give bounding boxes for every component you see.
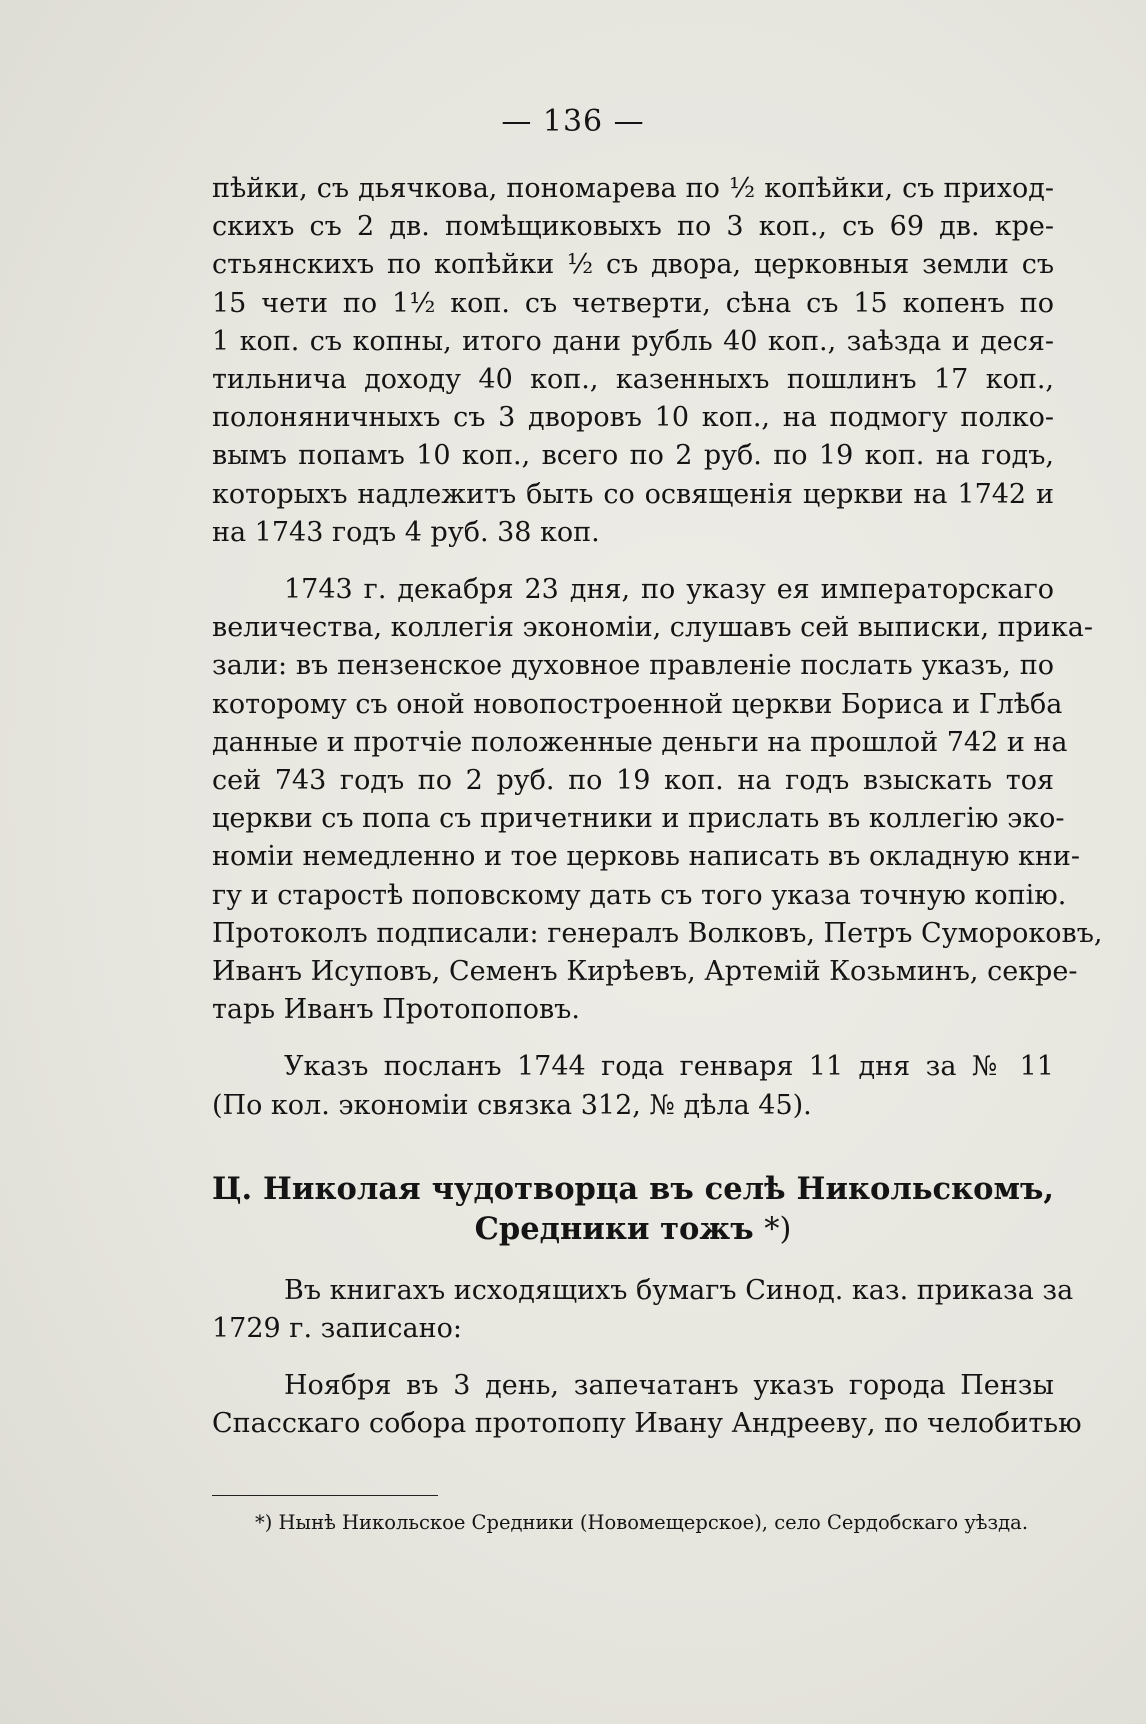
text-line: 1 коп. съ копны, итого дани рубль 40 коп., заѣзда и деся- bbox=[212, 325, 1054, 357]
text-line: Протоколъ подписали: генералъ Волковъ, Петръ Сумороковъ, bbox=[212, 917, 1103, 949]
paragraph-5 bbox=[212, 1367, 1082, 1443]
text-line: вымъ попамъ 10 коп., всего по 2 руб. по 19 коп. на годъ, bbox=[212, 440, 1054, 472]
footnote-mark: *) bbox=[764, 1211, 792, 1247]
text-line: полоняничныхъ съ 3 дворовъ 10 коп., на подмогу полко- bbox=[212, 402, 1054, 434]
footnote: *) Нынѣ Никольское Средники (Новомещерское), село Сердобскаго уѣзда. bbox=[255, 1511, 1029, 1534]
paragraph-4 bbox=[212, 1272, 1074, 1348]
paragraph-2 bbox=[212, 571, 1103, 1029]
text-line: (По кол. экономіи связка 312, № дѣла 45). bbox=[212, 1089, 812, 1121]
heading-subtitle: Средники тожъ bbox=[474, 1210, 754, 1247]
footnote-divider bbox=[212, 1495, 438, 1496]
text-line: Спасскаго собора протопопу Ивану Андрееву, по челобитью bbox=[212, 1408, 1082, 1440]
text-line: скихъ съ 2 дв. помѣщиковыхъ по 3 коп., съ 69 дв. кре- bbox=[212, 211, 1054, 243]
text-line: номіи немедленно и тое церковь написать въ окладную кни- bbox=[212, 841, 1081, 873]
paragraph-1 bbox=[212, 170, 1054, 552]
text-line: 1743 г. декабря 23 дня, по указу ея императорскаго bbox=[284, 574, 1054, 606]
text-line: Въ книгахъ исходящихъ бумагъ Синод. каз. приказа за bbox=[284, 1274, 1074, 1306]
text-line: церкви съ попа съ причетники и прислать въ коллегію эко- bbox=[212, 803, 1065, 835]
text-line: величества, коллегія экономіи, слушавъ сей выписки, прика- bbox=[212, 612, 1093, 644]
text-line: Иванъ Исуповъ, Семенъ Кирѣевъ, Артемій Козьминъ, секре- bbox=[212, 956, 1078, 988]
text-line: которыхъ надлежитъ быть со освященія церкви на 1742 и bbox=[212, 478, 1054, 510]
heading-line bbox=[212, 1209, 1054, 1250]
text-line: стьянскихъ по копѣйки ½ съ двора, церковныя земли съ bbox=[212, 249, 1054, 281]
text-line: на 1743 годъ 4 руб. 38 коп. bbox=[212, 516, 600, 548]
page-number: — 136 — bbox=[501, 104, 645, 139]
paragraph-3 bbox=[212, 1048, 1054, 1124]
text-line: тарь Иванъ Протопоповъ. bbox=[212, 994, 580, 1026]
text-line: которому съ оной новопостроенной церкви Бориса и Глѣба bbox=[212, 688, 1063, 720]
text-line: гу и старостѣ поповскому дать съ того указа точную копію. bbox=[212, 879, 1067, 911]
text-line: пѣйки, съ дьячкова, пономарева по ½ копѣйки, съ приход- bbox=[212, 173, 1054, 204]
text-line: Ноября въ 3 день, запечатанъ указъ города Пензы bbox=[284, 1370, 1054, 1402]
heading-line: Ц. Николая чудотворца въ селѣ Никольскомъ, bbox=[212, 1170, 1054, 1207]
section-heading bbox=[212, 1169, 1054, 1250]
text-line: зали: въ пензенское духовное правленіе послать указъ, по bbox=[212, 650, 1054, 682]
text-line: 1729 г. записано: bbox=[212, 1313, 462, 1345]
text-line: 15 чети по 1½ коп. съ четверти, сѣна съ 15 копенъ по bbox=[212, 287, 1054, 319]
text-line: Указъ посланъ 1744 года генваря 11 дня за № 11 bbox=[284, 1051, 1054, 1083]
text-line: тильнича доходу 40 коп., казенныхъ пошлинъ 17 коп., bbox=[212, 364, 1054, 396]
page-body bbox=[212, 170, 1103, 1444]
text-line: данные и протчіе положенные деньги на прошлой 742 и на bbox=[212, 726, 1068, 758]
text-line: сей 743 годъ по 2 руб. по 19 коп. на годъ взыскать тоя bbox=[212, 765, 1054, 797]
